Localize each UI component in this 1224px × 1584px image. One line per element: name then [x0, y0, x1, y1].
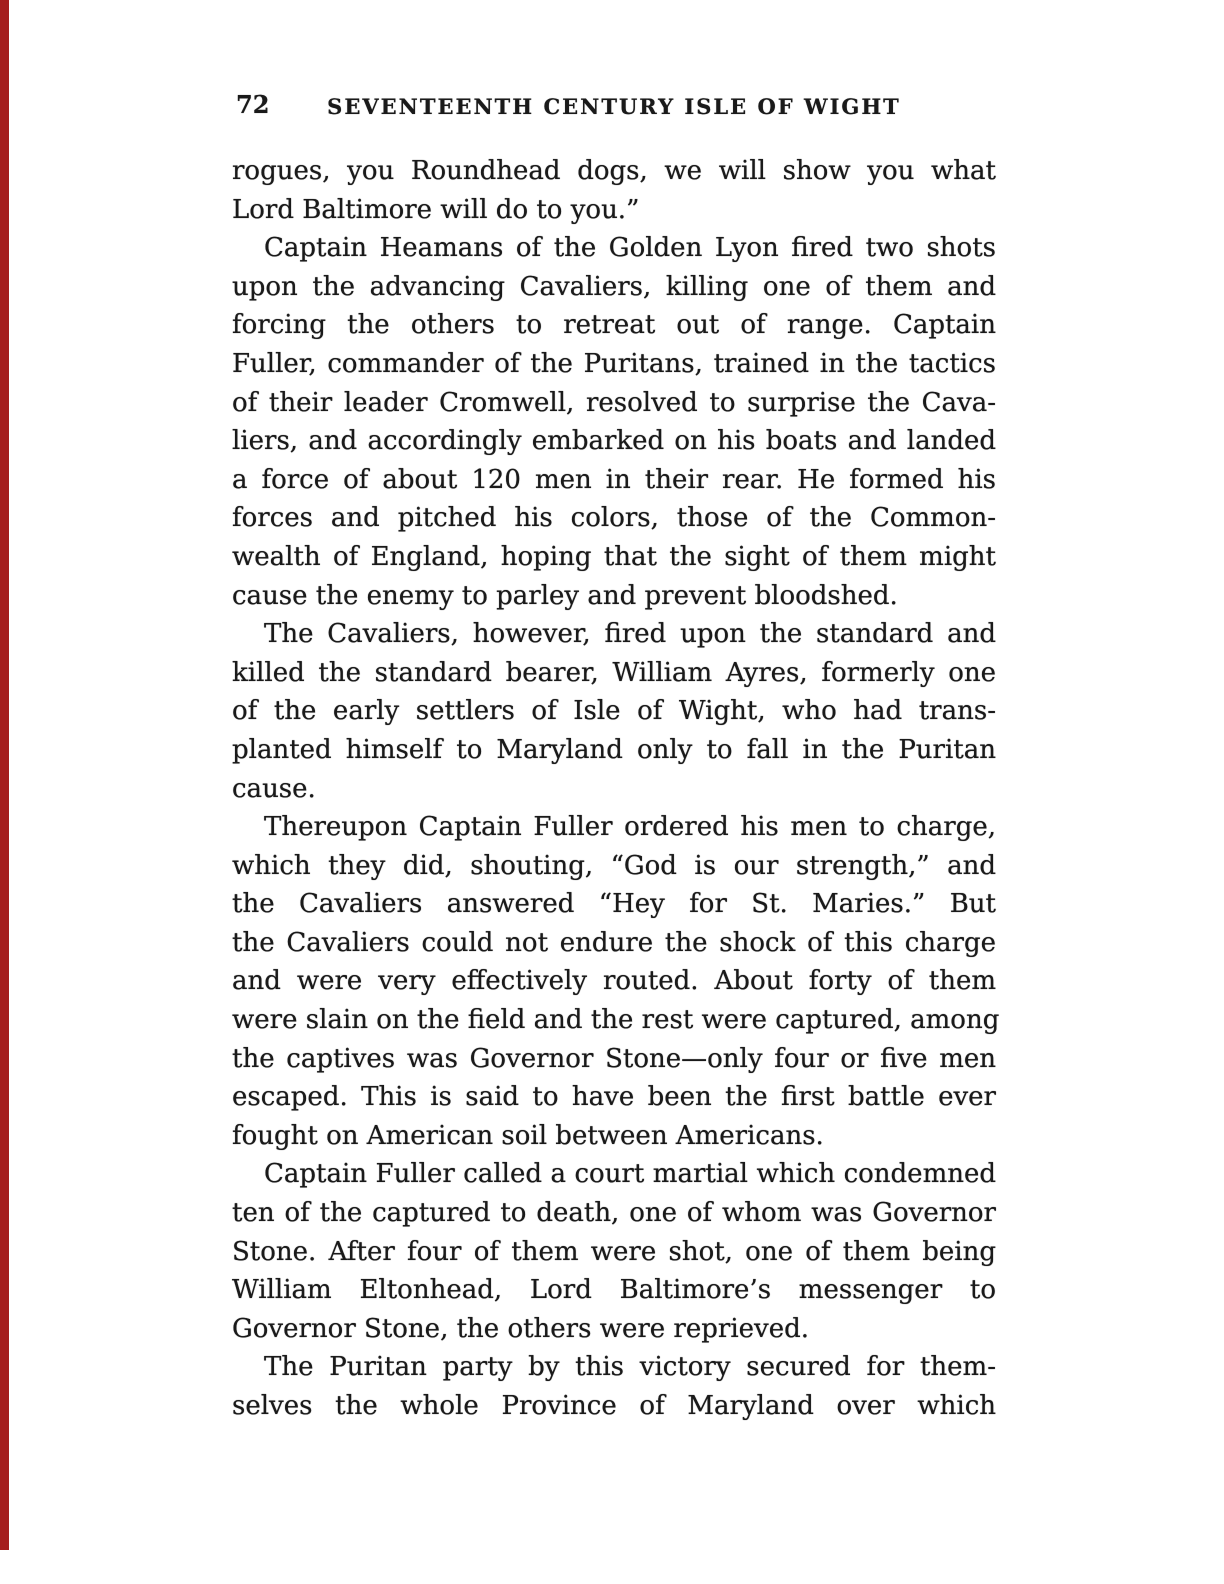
text-line: The Cavaliers, however, fired upon the standard and — [264, 619, 996, 650]
text-line: the captives was Governor Stone—only four or five men — [232, 1043, 996, 1074]
text-line: fought on American soil between Americans. — [232, 1120, 824, 1151]
text-line: Captain Fuller called a court martial which condemned — [264, 1159, 996, 1190]
text-line: upon the advancing Cavaliers, killing one of them and — [232, 271, 996, 302]
text-line: escaped. This is said to have been the first battle ever — [232, 1082, 996, 1113]
text-line: rogues, you Roundhead dogs, we will show you what — [232, 156, 996, 186]
page-number: 72 — [236, 90, 270, 119]
text-line: forces and pitched his colors, those of the Common- — [232, 503, 996, 534]
text-line: were slain on the field and the rest were captured, among — [232, 1005, 1000, 1036]
text-line: planted himself to Maryland only to fall in the Puritan — [232, 734, 996, 765]
text-line: cause. — [232, 773, 316, 804]
running-title: SEVENTEENTH CENTURY ISLE OF WIGHT — [327, 94, 901, 119]
body-text — [232, 152, 1000, 1426]
paragraph — [232, 1155, 996, 1348]
text-line: of their leader Cromwell, resolved to surprise the Cava- — [232, 387, 996, 418]
text-line: a force of about 120 men in their rear. He formed his — [232, 464, 996, 495]
paragraph — [232, 229, 996, 615]
text-line: of the early settlers of Isle of Wight, who had trans- — [232, 696, 996, 727]
text-line: the Cavaliers could not endure the shock of this charge — [232, 927, 996, 958]
text-line: William Eltonhead, Lord Baltimore’s messenger to — [232, 1275, 996, 1306]
text-line: Governor Stone, the others were reprieved. — [232, 1313, 810, 1344]
text-line: which they did, shouting, “God is our strength,” and — [232, 850, 996, 881]
paragraph — [232, 808, 1000, 1155]
text-line: and were very effectively routed. About forty of them — [232, 966, 996, 997]
text-line: Thereupon Captain Fuller ordered his men to charge, — [264, 812, 996, 843]
text-line: selves the whole Province of Maryland over which — [232, 1391, 996, 1421]
text-line: Stone. After four of them were shot, one of them being — [232, 1236, 996, 1267]
paragraph — [232, 615, 996, 808]
text-line: Lord Baltimore will do to you.” — [232, 194, 640, 225]
text-line: forcing the others to retreat out of range. Captain — [232, 310, 996, 341]
paragraph — [232, 1348, 996, 1425]
text-line: liers, and accordingly embarked on his boats and landed — [232, 426, 996, 457]
text-line: cause the enemy to parley and prevent bloodshed. — [232, 580, 898, 611]
book-spine-edge — [0, 0, 9, 1550]
text-line: killed the standard bearer, William Ayres, formerly one — [232, 657, 996, 688]
text-line: The Puritan party by this victory secured for them- — [264, 1352, 996, 1383]
running-header — [232, 90, 996, 126]
text-line: Fuller, commander of the Puritans, trained in the tactics — [232, 348, 996, 379]
text-line: wealth of England, hoping that the sight of them might — [232, 541, 996, 572]
text-line: ten of the captured to death, one of whom was Governor — [232, 1198, 996, 1229]
text-line: the Cavaliers answered “Hey for St. Maries.” But — [232, 889, 996, 920]
paragraph — [232, 152, 996, 229]
text-line: Captain Heamans of the Golden Lyon fired two shots — [264, 233, 996, 264]
